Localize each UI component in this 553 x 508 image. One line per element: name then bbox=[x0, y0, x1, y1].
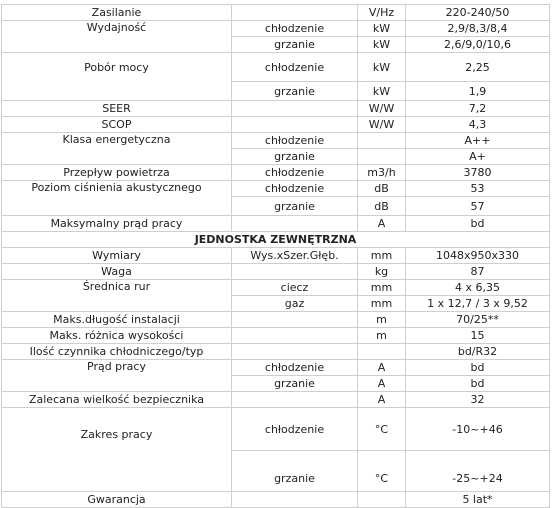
spec-label: Maksymalny prąd pracy bbox=[2, 216, 232, 232]
spec-value: 7,2 bbox=[406, 101, 550, 117]
spec-sub bbox=[232, 5, 358, 21]
spec-unit: kW bbox=[358, 82, 406, 101]
spec-unit: W/W bbox=[358, 101, 406, 117]
section-row bbox=[2, 232, 550, 248]
spec-unit: kg bbox=[358, 264, 406, 280]
table-row bbox=[2, 344, 550, 360]
spec-label: SEER bbox=[2, 101, 232, 117]
spec-value: bd bbox=[406, 360, 550, 376]
spec-value: 2,25 bbox=[406, 53, 550, 82]
spec-value: 3780 bbox=[406, 165, 550, 181]
spec-sub: grzanie bbox=[232, 376, 358, 392]
spec-label: Zalecana wielkość bezpiecznika bbox=[2, 392, 232, 408]
spec-sub: chłodzenie bbox=[232, 21, 358, 37]
spec-sub: ciecz bbox=[232, 280, 358, 296]
spec-sub bbox=[232, 344, 358, 360]
spec-label: Średnica rur bbox=[2, 280, 232, 312]
spec-label: Gwarancja bbox=[2, 492, 232, 508]
spec-unit: A bbox=[358, 216, 406, 232]
spec-unit: m bbox=[358, 312, 406, 328]
spec-unit: kW bbox=[358, 53, 406, 82]
spec-unit: kW bbox=[358, 21, 406, 37]
spec-sub bbox=[232, 117, 358, 133]
table-row bbox=[2, 264, 550, 280]
spec-sub: chłodzenie bbox=[232, 165, 358, 181]
spec-value: 87 bbox=[406, 264, 550, 280]
spec-label: Prąd pracy bbox=[2, 360, 232, 392]
spec-sub bbox=[232, 328, 358, 344]
spec-unit: dB bbox=[358, 181, 406, 197]
table-row bbox=[2, 101, 550, 117]
table-row bbox=[2, 53, 550, 82]
spec-sub: grzanie bbox=[232, 37, 358, 53]
table-row bbox=[2, 408, 550, 451]
table-row bbox=[2, 392, 550, 408]
spec-value: 2,9/8,3/8,4 bbox=[406, 21, 550, 37]
spec-sub: chłodzenie bbox=[232, 181, 358, 197]
table-row bbox=[2, 133, 550, 149]
table-row bbox=[2, 312, 550, 328]
spec-sub: grzanie bbox=[232, 82, 358, 101]
spec-unit: W/W bbox=[358, 117, 406, 133]
spec-unit: A bbox=[358, 392, 406, 408]
spec-label: Maks.długość instalacji bbox=[2, 312, 232, 328]
spec-value: 5 lat* bbox=[406, 492, 550, 508]
spec-value: A++ bbox=[406, 133, 550, 149]
section-title: JEDNOSTKA ZEWNĘTRZNA bbox=[2, 232, 550, 248]
spec-label: Ilość czynnika chłodniczego/typ bbox=[2, 344, 232, 360]
table-row bbox=[2, 328, 550, 344]
spec-table bbox=[1, 4, 550, 508]
spec-value: 15 bbox=[406, 328, 550, 344]
spec-value: 1048x950x330 bbox=[406, 248, 550, 264]
table-row bbox=[2, 280, 550, 296]
spec-unit: mm bbox=[358, 248, 406, 264]
spec-value: bd bbox=[406, 216, 550, 232]
spec-sub: gaz bbox=[232, 296, 358, 312]
spec-value: 53 bbox=[406, 181, 550, 197]
spec-sub: chłodzenie bbox=[232, 360, 358, 376]
spec-value: 220-240/50 bbox=[406, 5, 550, 21]
spec-label: Poziom ciśnienia akustycznego bbox=[2, 181, 232, 216]
table-row bbox=[2, 181, 550, 197]
spec-label: Maks. różnica wysokości bbox=[2, 328, 232, 344]
spec-unit bbox=[358, 344, 406, 360]
spec-sub: Wys.xSzer.Głęb. bbox=[232, 248, 358, 264]
table-row bbox=[2, 21, 550, 37]
table-row bbox=[2, 360, 550, 376]
spec-value: -25~+24 bbox=[406, 451, 550, 492]
spec-unit: dB bbox=[358, 197, 406, 216]
table-row bbox=[2, 216, 550, 232]
spec-sub bbox=[232, 312, 358, 328]
spec-label: Waga bbox=[2, 264, 232, 280]
spec-label: Pobór mocy bbox=[2, 53, 232, 101]
spec-value: bd bbox=[406, 376, 550, 392]
spec-label: Zakres pracy bbox=[2, 408, 232, 492]
spec-sub: grzanie bbox=[232, 197, 358, 216]
spec-unit: °C bbox=[358, 408, 406, 451]
spec-label: Przepływ powietrza bbox=[2, 165, 232, 181]
spec-value: 1 x 12,7 / 3 x 9,52 bbox=[406, 296, 550, 312]
spec-value: 4,3 bbox=[406, 117, 550, 133]
spec-value: 32 bbox=[406, 392, 550, 408]
spec-unit bbox=[358, 133, 406, 149]
spec-sub bbox=[232, 264, 358, 280]
spec-unit: A bbox=[358, 360, 406, 376]
spec-unit: kW bbox=[358, 37, 406, 53]
spec-unit: mm bbox=[358, 296, 406, 312]
spec-sub: chłodzenie bbox=[232, 408, 358, 451]
spec-value: 2,6/9,0/10,6 bbox=[406, 37, 550, 53]
spec-label: Klasa energetyczna bbox=[2, 133, 232, 165]
spec-unit: A bbox=[358, 376, 406, 392]
spec-unit bbox=[358, 492, 406, 508]
spec-label: Wydajność bbox=[2, 21, 232, 53]
spec-label: Wymiary bbox=[2, 248, 232, 264]
spec-sub bbox=[232, 492, 358, 508]
spec-sub bbox=[232, 101, 358, 117]
spec-sub bbox=[232, 392, 358, 408]
table-row bbox=[2, 248, 550, 264]
spec-unit: m3/h bbox=[358, 165, 406, 181]
spec-label: Zasilanie bbox=[2, 5, 232, 21]
spec-value: bd/R32 bbox=[406, 344, 550, 360]
spec-sub: grzanie bbox=[232, 451, 358, 492]
spec-unit: V/Hz bbox=[358, 5, 406, 21]
table-row bbox=[2, 117, 550, 133]
spec-label: SCOP bbox=[2, 117, 232, 133]
spec-sub: grzanie bbox=[232, 149, 358, 165]
spec-unit: °C bbox=[358, 451, 406, 492]
table-row bbox=[2, 165, 550, 181]
spec-value: 70/25** bbox=[406, 312, 550, 328]
spec-value: 1,9 bbox=[406, 82, 550, 101]
table-row bbox=[2, 5, 550, 21]
spec-unit: m bbox=[358, 328, 406, 344]
table-row bbox=[2, 492, 550, 508]
spec-unit: mm bbox=[358, 280, 406, 296]
spec-value: 4 x 6,35 bbox=[406, 280, 550, 296]
spec-value: -10~+46 bbox=[406, 408, 550, 451]
spec-sub: chłodzenie bbox=[232, 133, 358, 149]
spec-unit bbox=[358, 149, 406, 165]
spec-sub: chłodzenie bbox=[232, 53, 358, 82]
spec-value: A+ bbox=[406, 149, 550, 165]
spec-sub bbox=[232, 216, 358, 232]
spec-value: 57 bbox=[406, 197, 550, 216]
